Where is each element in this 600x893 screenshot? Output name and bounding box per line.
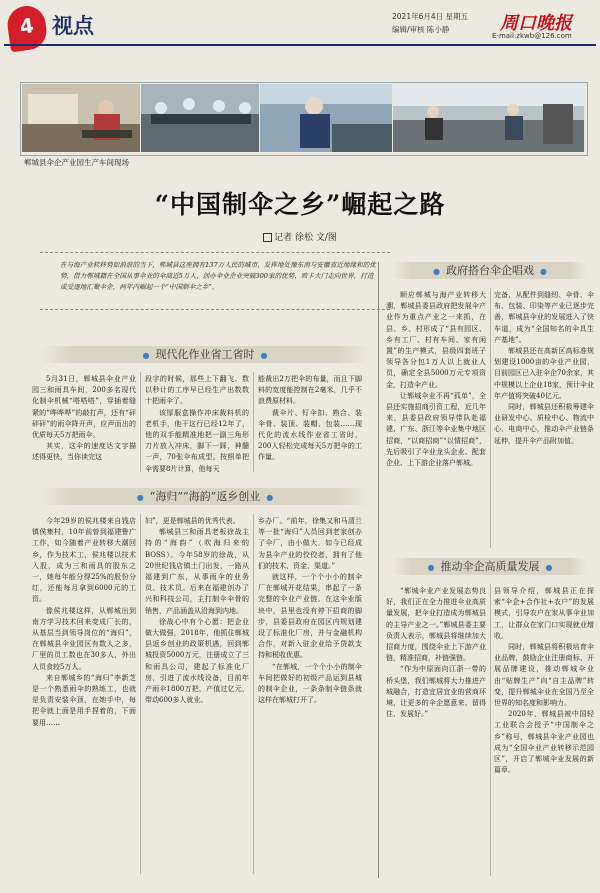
section-heading-2: ● “海归”“海韵”返乡创业 ●	[40, 488, 370, 505]
paragraph: 像侯兆楼这样，从郸城出到南方学习技术回来变成厂长的，从基层当到领导岗位的“海归”，在郸城县伞业园区有数人之多，厂里的员工数也在30多人，外出人员食较5万人。	[32, 606, 136, 671]
section-title-1: 现代化作业省工省时	[155, 348, 255, 361]
section-title-4: 推动伞企高质量发展	[440, 560, 540, 573]
paragraph: 能裁出2万把伞的布量，而且下脚料的宽度能控制在2毫米，几乎不浪费原材料。	[258, 375, 362, 406]
paragraph: 裁伞片、钉伞扣、熟合、装伞骨、装顶、装帽、包装……现代化的流水线作业省工省时，200人轻松完成每天5万把伞的工作量。	[258, 408, 362, 462]
issue-date: 2021年6月4日 星期五	[392, 12, 469, 21]
contact-email: E-mail:zkwb@126.com	[492, 32, 572, 40]
column-divider	[253, 372, 254, 472]
paragraph: 2020年，郸城县被中国轻工业联合会授予“中国制伞之乡”称号，郸城县伞业产业园也成为“全国伞业产业转移示范园区”，开启了郸城伞业发展的新篇章。	[494, 710, 594, 775]
newspaper-logo: 周口晚报	[500, 13, 572, 34]
paragraph: 妇”，更是郸城县的优秀代表。	[145, 517, 240, 525]
factory-photo-4	[393, 84, 584, 152]
section-name: 视点	[52, 14, 94, 38]
section-title-2: “海归”“海韵”返乡创业	[149, 490, 261, 503]
s2-column-3	[258, 516, 362, 876]
paragraph: 郸城县三和雨具老板徐战主持的“海韵”（吹海归来的BOSS）。今年58岁的徐战，从20世纪钱店镇土门出发，一路从福建到广东，从事雨伞的业务员、技术员。后来在福建创办了兴和科技公司，主打制伞伞骨的销售，产品涵盖从沿海到内地。	[145, 528, 249, 615]
s4-column-1	[386, 586, 486, 876]
s1-column-2	[145, 374, 249, 475]
s1-column-3	[258, 374, 362, 464]
paragraph: “作为中原面向江浙一带的桥头堡，我们郸城将大力推进产城融合，打造宜居宜业的营商环境，让更多的伞企愿意来、留得住、发展好。”	[386, 665, 486, 719]
paragraph: 完备，从配件到缝纫、伞骨、伞布、包装、印染等产业已逐步完善，郸城县伞业的发展进入了快车道，成为“全国知名的伞具生产基地”。	[494, 291, 594, 344]
square-icon	[263, 233, 272, 242]
column-divider	[253, 514, 254, 874]
article-headline: “中国制伞之乡”崛起之路	[154, 190, 446, 219]
s4-column-2	[494, 586, 594, 876]
header-divider	[4, 44, 596, 46]
section-heading-1: ● 现代化作业省工省时 ●	[40, 346, 370, 363]
paragraph: “在郸城，一个个小小的制伞车间把做好的初级产品运到县城的制伞企业，一条条制伞链条就这样在郸城打开了。	[258, 662, 362, 705]
page-number-badge: 4	[5, 4, 49, 53]
s1-column-1	[32, 374, 136, 464]
paragraph: 段字的时候，那些上下翻飞、数以秒计的工序早已经生产出数数十把雨伞了。	[145, 375, 249, 406]
section-title-3: 政府搭台伞企唱戏	[446, 264, 534, 277]
factory-photo-1	[22, 84, 140, 152]
s3-column-1	[386, 290, 486, 548]
paragraph: 其实，这伞的速度达文字描述得更快，当你读完这	[32, 442, 136, 462]
paragraph: 同时，郸城县将积极培育伞业品牌，鼓励企业注册商标、开展品牌建设，推动郸城伞业由“贴牌生产”向“自主品牌”转变，提升郸城伞业在全国乃至全世界的知名度和影响力。	[494, 643, 594, 708]
editor-credit: 编辑/审核 陈小静	[392, 25, 450, 34]
s3-column-2	[494, 290, 594, 548]
paragraph: 同时，郸城县还积极筹建伞业研发中心、质检中心、物流中心、电商中心，推动伞产业链条延伸，提升伞产品附加值。	[494, 403, 594, 445]
article-lead: 在与海产业转移势如浪浪的当下，郸城县这座拥有137万人民的城市，发挥地处豫东南与安徽省近地缘和的优势，借力郸城籍在全国从事伞业的伞商近5万人，创办伞业企业突破300家的优势，欧卡大门走向世界，打造成受逐地汇聚伞企，两年内崛起一个“中国制伞之乡”。	[60, 261, 376, 291]
paragraph: 郸城县还在高新区高标准规划建设1000亩的伞业产业园，目前园区已入驻伞企70余家，其中规模以上企业18家，预计伞业年产值将突破40亿元。	[494, 347, 594, 400]
paragraph: 县领导介绍，郸城县正在探索“伞企+合作社+农户”的发展模式，引导农户在家从事伞业加工，让群众在家门口实现就业增收。	[494, 587, 594, 640]
column-divider	[490, 584, 491, 876]
factory-photo-3	[260, 84, 392, 152]
paragraph: 今年29岁的侯兆楼来自钱店镇侯集村，10年前曾到福建鲁广工作，如今随着产业转移大潮回乡，作为技术工，侯兆楼以技术入股，成为三和雨具的股东之一，她每年能分得25%的股份分红，还能每月拿到6000元的工资。	[32, 517, 136, 604]
byline-text: 记者 徐松 文/图	[274, 233, 337, 243]
paragraph: “郸城伞业产业发展态势良好，我们正在全力推进伞业高质量发展，把伞业打造成为郸城县的主导产业之一。”郸城县委主要负责人表示，郸城县将继续加大招商力度，围绕伞业上下游产业链，精准招商，补链强链。	[386, 587, 486, 663]
section-divider	[378, 262, 379, 878]
photo-caption: 郸城县伞企产业园生产车间现场	[24, 158, 129, 167]
paragraph: 让郸城伞业不再“孤单”，全县还实施招商引资工程，近几年来，县委县政府领导带队赴福建、广东、浙江等伞业集中地区招商，“以商招商”“以情招商”，先后吸引了伞业龙头企业、配套企业、上下游企业落户郸城。	[386, 391, 486, 468]
paragraph: 顺应郸城与海产业转移大潮，郸城县委县政府把发展伞产业作为重点产业之一来抓，在县、乡、村形成了“县有园区、乡有工厂、村有车间、家有闲置”的生产模式，县级四套班子领导各分包1万人以上就业人员，确定全县5000万元专项资金，打造伞产业。	[386, 291, 486, 389]
column-divider	[140, 372, 141, 472]
paragraph: 徐战心中有个心愿：把企业做大做强，2018年，他抓住郸城县返乡创业的政策机遇，回到郸城投资5000万元，注册成立了三和雨具公司，建起了标准化厂房，引进了流水线设备，目前年产雨伞1800万把，产值过亿元，带动600多人就业。	[145, 617, 249, 705]
factory-photo-2	[141, 84, 259, 152]
s2-column-2	[145, 516, 249, 876]
paragraph: 来自郸城乡的“海归”李新芝是一个熟悉雨伞的熟练工，也就是负责安装伞顶，在她手中，每把伞就上面是用手捏着的，下面要用……	[32, 673, 136, 727]
paragraph: 乡办厂。“前年，徐集又和马清兰等一批“海归”人员回到老家创办了伞厂，由小做大，如今已经成为县伞产业的佼佼者，拥有了他们的技术、资金、渠道。”	[258, 517, 362, 570]
s2-column-1	[32, 516, 136, 876]
column-divider	[490, 288, 491, 548]
paragraph: 5月31日，郸城县伞业产业园三和雨具车间，200多名现代化制伞机械“嗒嗒嗒”，穿插着缝紧的“哗哗哗”的敲打声，还有“砰砰砰”的雨伞降开声，应声而出的优质每天5万把雨伞。	[32, 375, 136, 440]
section-heading-3: ● 政府搭台伞企唱戏 ●	[392, 262, 588, 279]
paragraph: 该厚服盒操作冲床裁料机的老机手，他干这行已经12年了，他的双手能精准地把一副三角形刀片放入冲床，脚下一踩，神髓一声，70张伞布成型。按照单把伞需要8片计算，他每天	[145, 408, 249, 473]
column-divider	[140, 514, 141, 874]
article-byline	[0, 230, 600, 243]
paragraph: 就这样，一个个小小的制伞厂在郸城开花结果，串起了一条完整的伞业产业链。在这伞业版块中，县里也没有停下招商的脚步，县委县政府在园区内规划建设了标准化厂房，并与金融机构合作，对新入驻企业给予贷款支持和税收优惠。	[258, 573, 362, 660]
section-heading-4: ● 推动伞企高质量发展 ●	[392, 558, 588, 575]
